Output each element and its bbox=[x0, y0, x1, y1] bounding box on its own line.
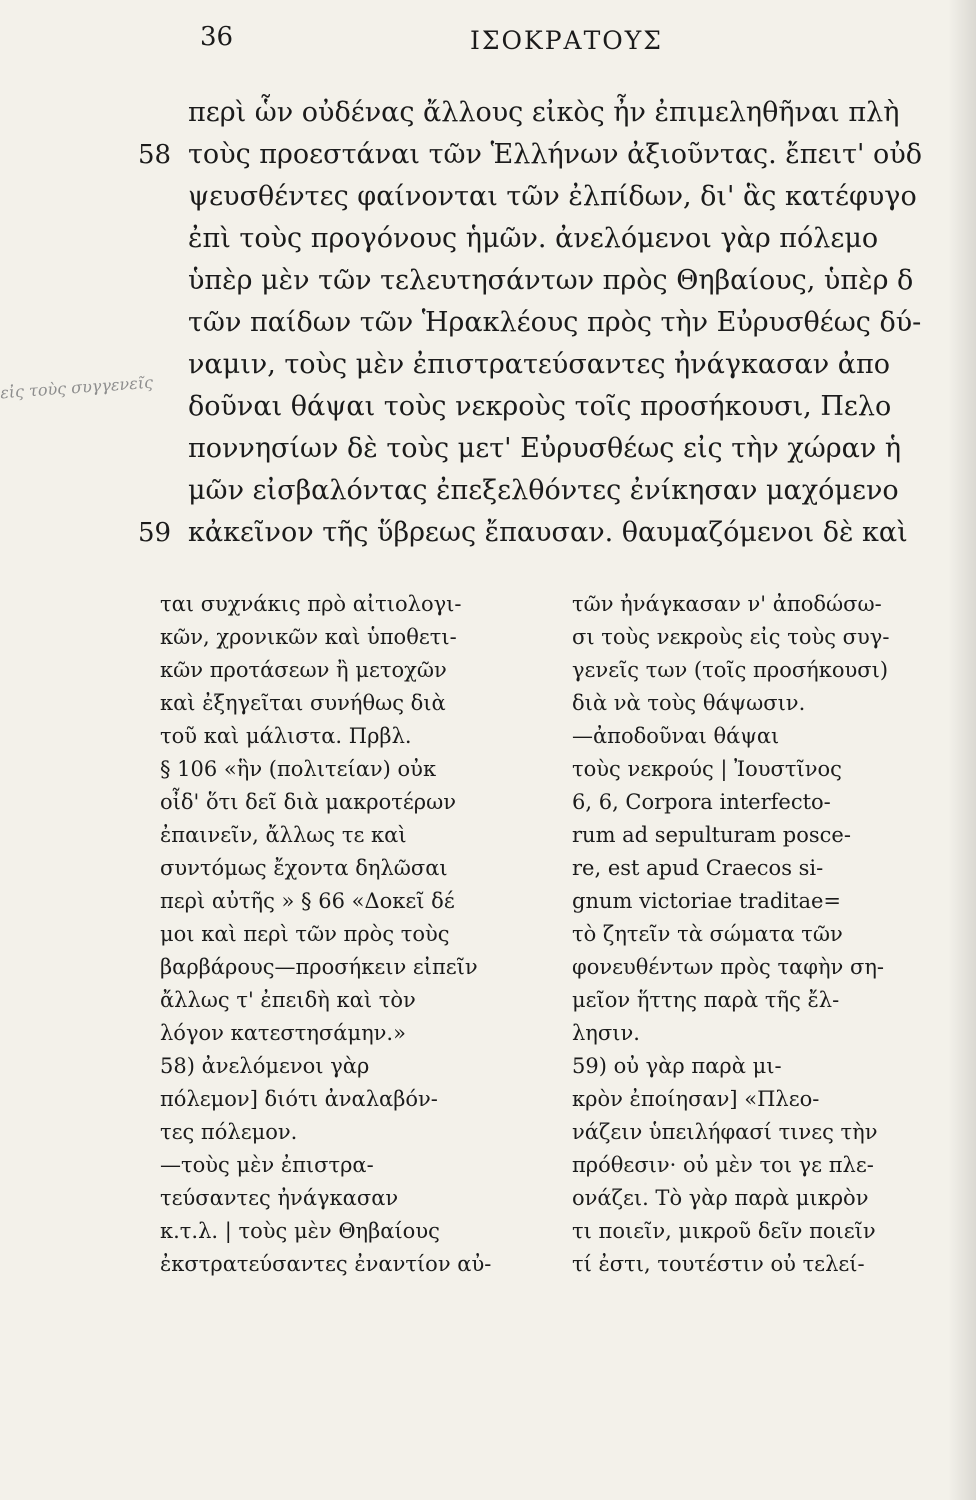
commentary-line: φονευθέντων πρὸς ταφὴν ση- bbox=[572, 955, 884, 979]
commentary-line: rum ad sepulturam posce- bbox=[572, 823, 851, 847]
main-text-content: περὶ ὧν οὐδένας ἄλλους εἰκὸς ἦν ἐπιμεληθῆναι πλὴ bbox=[188, 97, 900, 128]
commentary-line: ται συχνάκις πρὸ αἰτιολογι- bbox=[160, 592, 462, 616]
main-text-content: ποννησίων δὲ τοὺς μετ' Εὐρυσθέως εἰς τὴν χώραν ἡ bbox=[188, 433, 901, 464]
commentary-line: καὶ ἐξηγεῖται συνήθως διὰ bbox=[160, 691, 446, 715]
commentary-line: τες πόλεμον. bbox=[160, 1120, 298, 1144]
commentary-line: ονάζει. Τὸ γὰρ παρὰ μικρὸν bbox=[572, 1186, 869, 1210]
main-text-line bbox=[138, 428, 976, 470]
commentary-line: ἄλλως τ' ἐπειδὴ καὶ τὸν bbox=[160, 988, 416, 1012]
main-text-content: μῶν εἰσβαλόντας ἐπεξελθόντες ἐνίκησαν μαχόμενο bbox=[188, 475, 899, 506]
commentary-line: τι ποιεῖν, μικροῦ δεῖν ποιεῖν bbox=[572, 1219, 876, 1243]
commentary-line: τῶν ἠνάγκασαν ν' ἀποδώσω- bbox=[572, 592, 882, 616]
main-text-line bbox=[138, 176, 976, 218]
main-text-content: κἀκεῖνον τῆς ὕβρεως ἔπαυσαν. θαυμαζόμενοι δὲ καὶ bbox=[188, 517, 908, 548]
commentary-right-column bbox=[572, 588, 957, 1281]
main-text-line bbox=[138, 302, 976, 344]
commentary-line: πόλεμον] διότι ἀναλαβόν- bbox=[160, 1087, 438, 1111]
commentary-line: ἐπαινεῖν, ἄλλως τε καὶ bbox=[160, 823, 407, 847]
commentary-line: διὰ νὰ τοὺς θάψωσιν. bbox=[572, 691, 806, 715]
commentary-left-column bbox=[160, 588, 545, 1281]
commentary-line: κ.τ.λ. | τοὺς μὲν Θηβαίους bbox=[160, 1219, 440, 1243]
commentary-line: βαρβάρους—προσήκειν εἰπεῖν bbox=[160, 955, 478, 979]
main-text-line bbox=[138, 470, 976, 512]
main-text-line bbox=[138, 218, 976, 260]
commentary-line: τὸ ζητεῖν τὰ σώματα τῶν bbox=[572, 922, 843, 946]
commentary-line: οἶδ' ὅτι δεῖ διὰ μακροτέρων bbox=[160, 790, 456, 814]
commentary-line: κρὸν ἐποίησαν] «Πλεο- bbox=[572, 1087, 820, 1111]
commentary-line: μοι καὶ περὶ τῶν πρὸς τοὺς bbox=[160, 922, 450, 946]
main-text-line bbox=[138, 386, 976, 428]
commentary-line: νάζειν ὑπειλήφασί τινες τὴν bbox=[572, 1120, 878, 1144]
commentary-line: 59) οὐ γὰρ παρὰ μι- bbox=[572, 1054, 782, 1078]
commentary-line: πρόθεσιν· οὐ μὲν τοι γε πλε- bbox=[572, 1153, 874, 1177]
commentary-line: ἐκστρατεύσαντες ἐναντίον αὐ- bbox=[160, 1252, 492, 1276]
commentary-line: —ἀποδοῦναι θάψαι bbox=[572, 724, 780, 748]
main-text-line bbox=[138, 344, 976, 386]
main-text-content: ναμιν, τοὺς μὲν ἐπιστρατεύσαντες ἠνάγκασαν ἀπο bbox=[188, 349, 890, 380]
section-number: 59 bbox=[138, 518, 172, 548]
commentary-line: σι τοὺς νεκροὺς εἰς τοὺς συγ- bbox=[572, 625, 890, 649]
commentary-line: κῶν, χρονικῶν καὶ ὑποθετι- bbox=[160, 625, 457, 649]
commentary-line: τεύσαντες ἠνάγκασαν bbox=[160, 1186, 399, 1210]
page-edge-shadow bbox=[948, 0, 976, 1500]
main-text-content: ἐπὶ τοὺς προγόνους ἡμῶν. ἀνελόμενοι γὰρ πόλεμο bbox=[188, 223, 879, 254]
commentary-line: τοῦ καὶ μάλιστα. Πρβλ. bbox=[160, 724, 412, 748]
main-text-content: τοὺς προεστάναι τῶν Ἑλλήνων ἀξιοῦντας. ἔπειτ' οὐδ bbox=[188, 139, 922, 170]
commentary-line: μεῖον ἥττης παρὰ τῆς ἔλ- bbox=[572, 988, 840, 1012]
commentary-line: κῶν προτάσεων ἢ μετοχῶν bbox=[160, 658, 447, 682]
section-number: 58 bbox=[138, 140, 172, 170]
running-title: ΙΣΟΚΡΑΤΟΥΣ bbox=[470, 26, 663, 55]
commentary-line: § 106 «ἣν (πολιτείαν) οὐκ bbox=[160, 757, 437, 781]
commentary-line: περὶ αὐτῆς » § 66 «Δοκεῖ δέ bbox=[160, 889, 455, 913]
commentary-line: —τοὺς μὲν ἐπιστρα- bbox=[160, 1153, 374, 1177]
main-text-content: δοῦναι θάψαι τοὺς νεκροὺς τοῖς προσήκουσι, Πελο bbox=[188, 391, 892, 422]
page-number: 36 bbox=[200, 22, 234, 52]
commentary-line: 58) ἀνελόμενοι γὰρ bbox=[160, 1054, 370, 1078]
main-text-content: ψευσθέντες φαίνονται τῶν ἐλπίδων, δι' ἃς κατέφυγο bbox=[188, 181, 917, 212]
main-text-line bbox=[138, 92, 976, 134]
main-text-line bbox=[138, 512, 976, 554]
commentary-line: λόγον κατεστησάμην.» bbox=[160, 1021, 406, 1045]
commentary-line: re, est apud Craecos si- bbox=[572, 856, 824, 880]
main-text-content: τῶν παίδων τῶν Ἡρακλέους πρὸς τὴν Εὐρυσθέως δύ- bbox=[188, 307, 922, 338]
main-text-line bbox=[138, 260, 976, 302]
commentary-line: 6, 6, Corpora interfecto- bbox=[572, 790, 831, 814]
handwritten-margin-note: εἰς τοὺς συγγενεῖς bbox=[0, 372, 154, 403]
commentary-line: gnum victoriae traditae= bbox=[572, 889, 842, 913]
main-text-content: ὑπὲρ μὲν τῶν τελευτησάντων πρὸς Θηβαίους, ὑπὲρ δ bbox=[188, 265, 914, 296]
commentary-line: γενεῖς των (τοῖς προσήκουσι) bbox=[572, 658, 889, 682]
commentary-line: τοὺς νεκρούς | Ἰουστῖνος bbox=[572, 757, 842, 781]
main-text-line bbox=[138, 134, 976, 176]
commentary-line: τί ἐστι, τουτέστιν οὐ τελεί- bbox=[572, 1252, 865, 1276]
commentary-line: λησιν. bbox=[572, 1021, 640, 1045]
main-text-block bbox=[138, 92, 976, 554]
commentary-line: συντόμως ἔχοντα δηλῶσαι bbox=[160, 856, 448, 880]
